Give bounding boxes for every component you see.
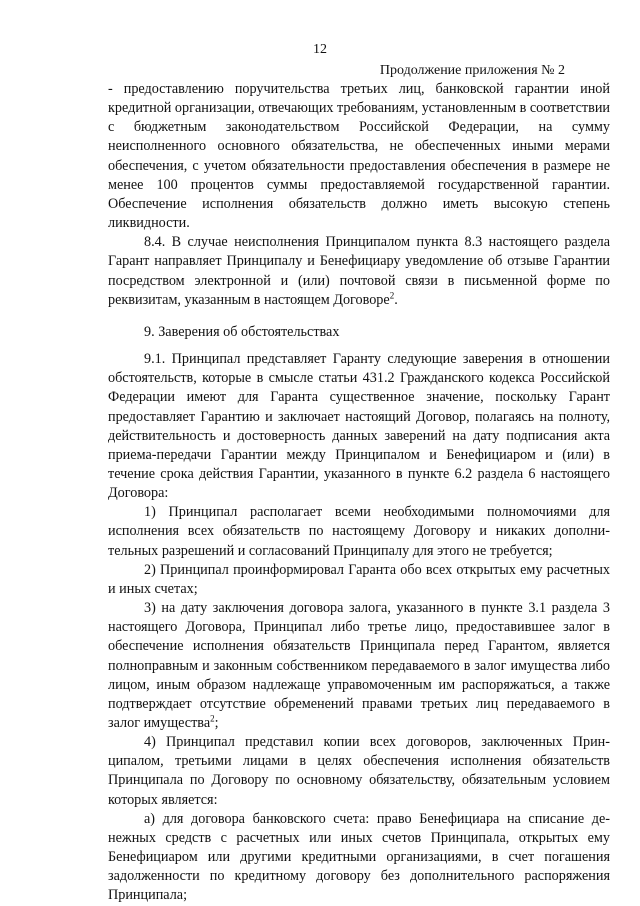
page-number: 12	[313, 42, 327, 57]
list-item-2: 2) Принципал проинформировал Гаранта обо всех открытых ему расчетных и иных счетах;	[108, 561, 610, 597]
document-body	[108, 80, 610, 906]
appendix-continuation-note: Продолжение приложения № 2	[379, 63, 565, 78]
list-item-3: 3) на дату заключения договора залога, указанного в пункте 3.1 раздела 3 настоящего Договора, Принципал либо третье лицо, предоставившее залог в обеспечение исполнения обязательств Принципала перед Гарантом, является полноправным и законным собственником передаваемого в залог имущества либо лицом, иным образом надлежаще управомоченным им распоряжаться, а также подтверждает отсутствие обременений правами третьих лиц передаваемого в залог имущества$^2$;	[108, 600, 610, 731]
footnote-marker: 2	[389, 289, 395, 300]
list-item-4a: а) для договора банковского счета: право Бенефициара на списание денежных средств с расчетных или иных счетов Принципала, открытых ему Бенефициаром или другими кредитными организациями, в счет погашения задолженности по кредитному договору без дополнительного распоряжения Принципала;	[108, 810, 610, 904]
paragraph-8-4: 8.4. В случае неисполнения Принципалом пункта 8.3 настоящего раздела Гарант направляет Принципалу и Бенефициару уведомление об отзыве Гарантии посредством электронной и (или) почтовой связи в письменной форме по реквизитам, указанным в настоящем Договоре$^2$.	[108, 234, 610, 308]
footnote-marker: 2	[210, 713, 215, 724]
list-item-4: 4) Принципал представил копии всех договоров, заключенных Принципалом, третьими лицами в целях обеспечения исполнения обязательств Принципала по Договору по основному обязательству, обязательным условием которых является:	[108, 734, 610, 808]
paragraph-9-1: 9.1. Принципал представляет Гаранту следующие заверения в отношении обстоятельств, которые в смысле статьи 431.2 Гражданского кодекса Российской Федерации имеют для Гаранта существенное значение, поскольку Гарант предоставляет Гарантию и заключает настоящий Договор, полагаясь на полноту, действительность и достоверность данных заверений на дату подписания акта приема-передачи Гарантии между Принципалом и Бенефициаром и (или) в течение срока действия Гарантии, указанного в пункте 6.2 раздела 6 настоящего Договора:	[108, 351, 610, 502]
list-item-1: 1) Принципал располагает всеми необходимыми полномочиями для исполнения всех обязательств по настоящему Договору и никаких дополнительных разрешений и согласований Принципалу для этого не требуется;	[108, 504, 610, 559]
section-heading-9: 9. Заверения об обстоятельствах	[144, 323, 340, 340]
paragraph-guarantee-provision: - предоставлению поручительства третьих лиц, банковской гарантии иной кредитной организации, отвечающих требованиям, установленным в соответствии с бюджетным законодательством Российской Федерации, на сумму неисполненного основного обязательства, не обеспеченных иными мерами обеспечения, с учетом обязательности предоставления обеспечения в размере не менее 100 процентов суммы предоставляемой государственной гарантии. Обеспечение исполнения обязательств должно иметь высокую степень ликвидности.	[108, 81, 611, 232]
